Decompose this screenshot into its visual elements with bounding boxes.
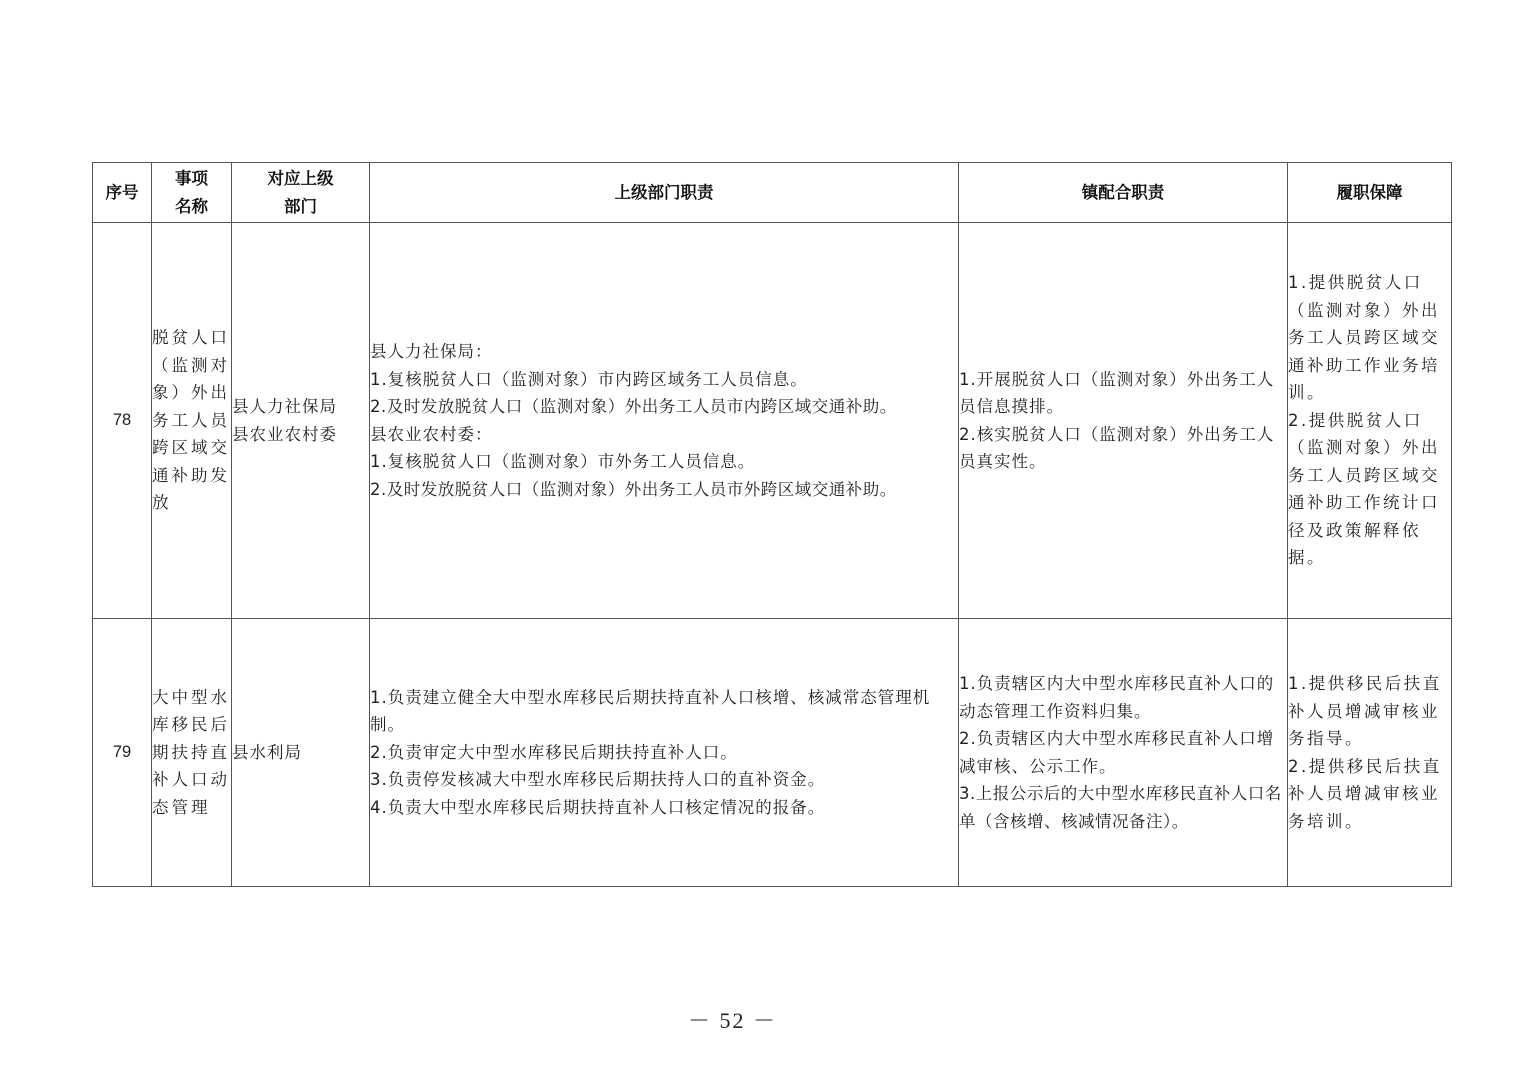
page-number: － 52 － <box>687 1008 777 1033</box>
header-upper-duty: 上级部门职责 <box>370 163 959 223</box>
upper-duty-line: 县人力社保局： <box>370 342 493 361</box>
row-town-duty <box>959 619 1288 887</box>
guarantee-line: 1.提供移民后扶直补人员增减审核业务指导。 <box>1288 674 1442 748</box>
guarantee-line: 1.提供脱贫人口（监测对象）外出务工人员跨区域交通补助工作业务培训。 <box>1288 273 1440 403</box>
row-seq: 78 <box>93 223 152 619</box>
upper-duty-line: 1.复核脱贫人口（监测对象）市外务工人员信息。 <box>370 452 756 471</box>
header-upper-dept: 对应上级 部门 <box>232 163 370 223</box>
upper-duty-line: 2.及时发放脱贫人口（监测对象）外出务工人员市外跨区域交通补助。 <box>370 479 897 499</box>
row-upper-duty <box>370 619 959 887</box>
row-dept <box>232 619 370 887</box>
header-seq: 序号 <box>93 163 152 223</box>
duty-table <box>92 162 1452 887</box>
row-seq: 79 <box>93 619 152 887</box>
row-upper-duty <box>370 223 959 619</box>
town-duty-line: 1.负责辖区内大中型水库移民直补人口的动态管理工作资料归集。 <box>959 674 1275 721</box>
upper-duty-line: 4.负责大中型水库移民后期扶持直补人口核定情况的报备。 <box>370 797 826 817</box>
upper-duty-line: 2.及时发放脱贫人口（监测对象）外出务工人员市内跨区域交通补助。 <box>370 397 897 416</box>
row-item-name: 脱贫人口（监测对象）外出务工人员跨区域交通补助发放 <box>152 223 232 619</box>
town-duty-line: 3.上报公示后的大中型水库移民直补人口名单（含核增、核减情况备注）。 <box>959 784 1282 831</box>
header-item-name: 事项 名称 <box>152 163 232 223</box>
town-duty-line: 2.核实脱贫人口（监测对象）外出务工人员真实性。 <box>959 424 1275 471</box>
guarantee-line: 2.提供脱贫人口（监测对象）外出务工人员跨区域交通补助工作统计口径及政策解释依据。 <box>1288 410 1440 568</box>
dept-line: 县人力社保局 <box>232 397 337 416</box>
upper-duty-line: 1.复核脱贫人口（监测对象）市内跨区域务工人员信息。 <box>370 369 808 389</box>
row-item-name: 大中型水库移民后期扶持直补人口动态管理 <box>152 619 232 887</box>
upper-duty-line: 1.负责建立健全大中型水库移民后期扶持直补人口核增、核减常态管理机制。 <box>370 687 931 735</box>
table-row <box>93 223 1452 619</box>
town-duty-line: 2.负责辖区内大中型水库移民直补人口增减审核、公示工作。 <box>959 729 1275 776</box>
town-duty-line: 1.开展脱贫人口（监测对象）外出务工人员信息摸排。 <box>959 369 1275 416</box>
upper-duty-line: 2.负责审定大中型水库移民后期扶持直补人口。 <box>370 742 738 762</box>
upper-duty-line: 3.负责停发核减大中型水库移民后期扶持人口的直补资金。 <box>370 770 826 790</box>
header-guarantee: 履职保障 <box>1288 163 1452 223</box>
row-dept <box>232 223 370 619</box>
dept-line: 县水利局 <box>232 742 302 762</box>
guarantee-line: 2.提供移民后扶直补人员增减审核业务培训。 <box>1288 756 1442 831</box>
dept-line: 县农业农村委 <box>232 424 337 444</box>
upper-duty-line: 县农业农村委： <box>370 424 493 444</box>
table-row <box>93 619 1452 887</box>
row-town-duty <box>959 223 1288 619</box>
table-header-row <box>93 163 1452 223</box>
header-town-duty: 镇配合职责 <box>959 163 1288 223</box>
row-guarantee <box>1288 223 1452 619</box>
row-guarantee <box>1288 619 1452 887</box>
